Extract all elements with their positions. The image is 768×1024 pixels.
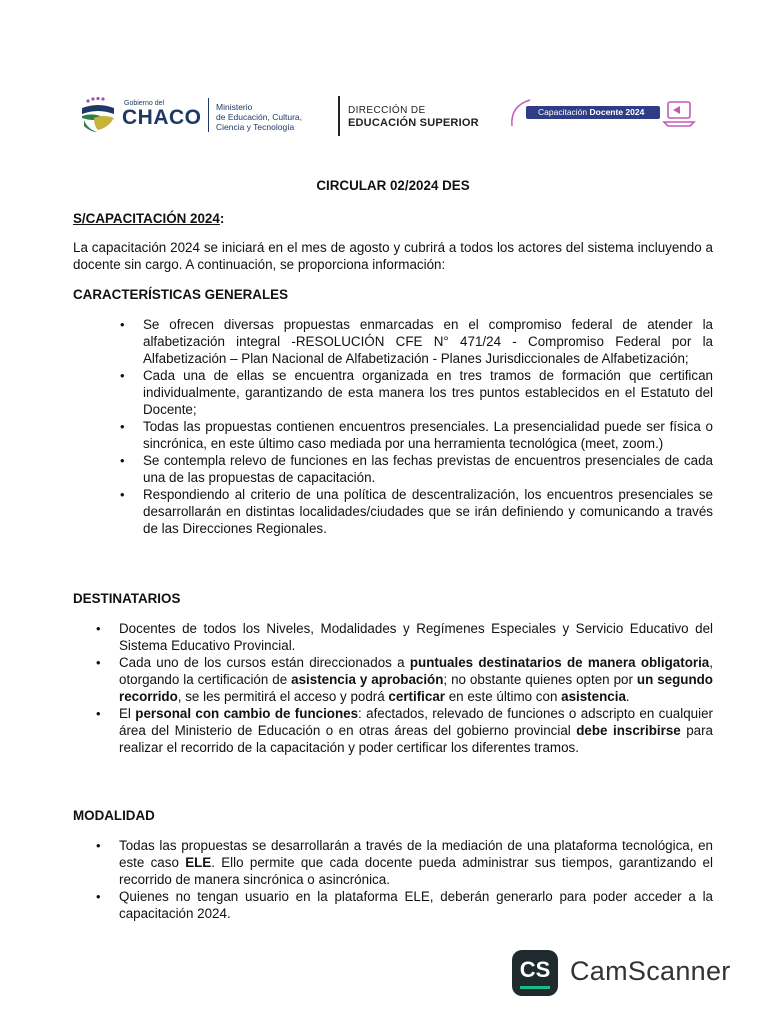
list-item (119, 705, 713, 756)
modalidad-list (119, 837, 713, 922)
section-modalidad-title: MODALIDAD (73, 808, 155, 823)
text-run: El (119, 706, 136, 721)
camscanner-wordmark: CamScanner (570, 956, 731, 986)
list-item (119, 654, 713, 705)
list-item (119, 837, 713, 888)
text-run: Todas las propuestas se desarrollarán a través de la mediación de una plataforma tecnológica, en este caso (119, 838, 713, 870)
direccion-educacion-superior-logo (348, 104, 479, 130)
chaco-government-label: Gobierno del (124, 100, 165, 107)
bold-run: un segundo recorrido (119, 672, 713, 704)
bold-run: debe inscribirse (576, 723, 681, 738)
ministry-line: Ciencia y Tecnología (216, 122, 295, 132)
section-destinatarios-title: DESTINATARIOS (73, 591, 181, 606)
text-run: , se les permitirá el acceso y podrá (177, 689, 389, 704)
subject-heading (73, 211, 224, 226)
camscanner-icon-bar (520, 986, 550, 989)
capacitacion-prefix: Capacitación (538, 107, 588, 117)
text-run: , otorgando la certificación de (119, 655, 713, 687)
list-item: • Respondiendo al criterio de una política de descentralización, los encuentros presenciales se desarrollarán en distintas localidades/ciudades que se irán definiendo y comunicando a través de las Direcciones Regionales. (143, 486, 713, 537)
ministry-line: Ministerio (216, 102, 253, 112)
chaco-emblem-icon (80, 96, 118, 134)
section-caracteristicas-title: CARACTERÍSTICAS GENERALES (73, 287, 289, 302)
circular-title: CIRCULAR 02/2024 DES (316, 178, 470, 193)
ministry-name (216, 102, 326, 132)
bold-run: asistencia (561, 689, 626, 704)
list-item: • Se contempla relevo de funciones en las fechas previstas de encuentros presenciales de cada una de las propuestas de capacitación. (143, 452, 713, 486)
subject-text: S/CAPACITACIÓN 2024 (73, 211, 220, 226)
text-run: . Ello permite que cada docente pueda administrar sus tiempos, garantizando el recorrido de manera sincrónica o asincrónica. (119, 855, 713, 887)
ministry-line: de Educación, Cultura, (216, 112, 302, 122)
subject-colon: : (219, 211, 225, 226)
text-run: Cada uno de los cursos están direccionados a (119, 655, 410, 670)
chaco-wordmark: CHACO (122, 106, 202, 129)
text-run: . (625, 689, 630, 704)
laptop-icon (660, 96, 696, 130)
list-item: • Cada una de ellas se encuentra organizada en tres tramos de formación que certifican individualmente, garantizando de esta manera los tres puntos establecidos en el Estatuto del Docente; (143, 367, 713, 418)
text-run: para realizar el recorrido de la capacitación y poder certificar los diferentes tramos. (119, 723, 713, 755)
caracteristicas-list (143, 316, 713, 537)
logo-divider (208, 98, 209, 132)
bold-run: certificar (388, 689, 445, 704)
list-item: • Docentes de todos los Niveles, Modalidades y Regímenes Especiales y Servicio Educativo del Sistema Educativo Provincial. (119, 620, 713, 654)
bold-run: puntuales destinatarios de manera obligatoria (409, 655, 710, 670)
letterhead (0, 88, 768, 140)
text-run: : afectados, relevado de funciones o adscripto en cualquier área del Ministerio de Educación o en otras áreas del gobierno provincial (119, 706, 713, 738)
header-divider (338, 96, 340, 136)
educacion-superior-line: EDUCACIÓN SUPERIOR (348, 117, 479, 129)
bold-run: personal con cambio de funciones (135, 706, 359, 721)
list-item: • Se ofrecen diversas propuestas enmarcadas en el compromiso federal de atender la alfabetización integral -RESOLUCIÓN CFE N° 471/24 - Compromiso Federal por la Alfabetización – Plan Nacional de Alfabetización - Planes Jurisdiccionales de Alfabetización; (143, 316, 713, 367)
bold-run: asistencia y aprobación (291, 672, 444, 687)
capacitacion-pill (526, 106, 660, 119)
camscanner-watermark (512, 950, 742, 998)
text-run: en este último con (445, 689, 562, 704)
docente-2024-label: Docente 2024 (589, 107, 645, 117)
camscanner-icon-text: CS (519, 957, 551, 982)
destinatarios-list (119, 620, 713, 756)
text-run: ; no obstante quienes opten por (443, 672, 637, 687)
camscanner-logo-icon (512, 950, 558, 996)
capacitacion-docente-logo (508, 94, 698, 134)
bold-run: ELE (185, 855, 212, 870)
intro-paragraph: La capacitación 2024 se iniciará en el mes de agosto y cubrirá a todos los actores del sistema incluyendo a docente sin cargo. A continuación, se proporciona información: (73, 240, 713, 272)
direccion-line: DIRECCIÓN DE (348, 105, 426, 116)
list-item: • Quienes no tengan usuario en la plataforma ELE, deberán generarlo para poder acceder a la capacitación 2024. (119, 888, 713, 922)
list-item: • Todas las propuestas contienen encuentros presenciales. La presencialidad puede ser física o sincrónica, en este último caso mediada por una herramienta tecnológica (meet, zoom.) (143, 418, 713, 452)
chaco-government-logo (80, 92, 330, 136)
